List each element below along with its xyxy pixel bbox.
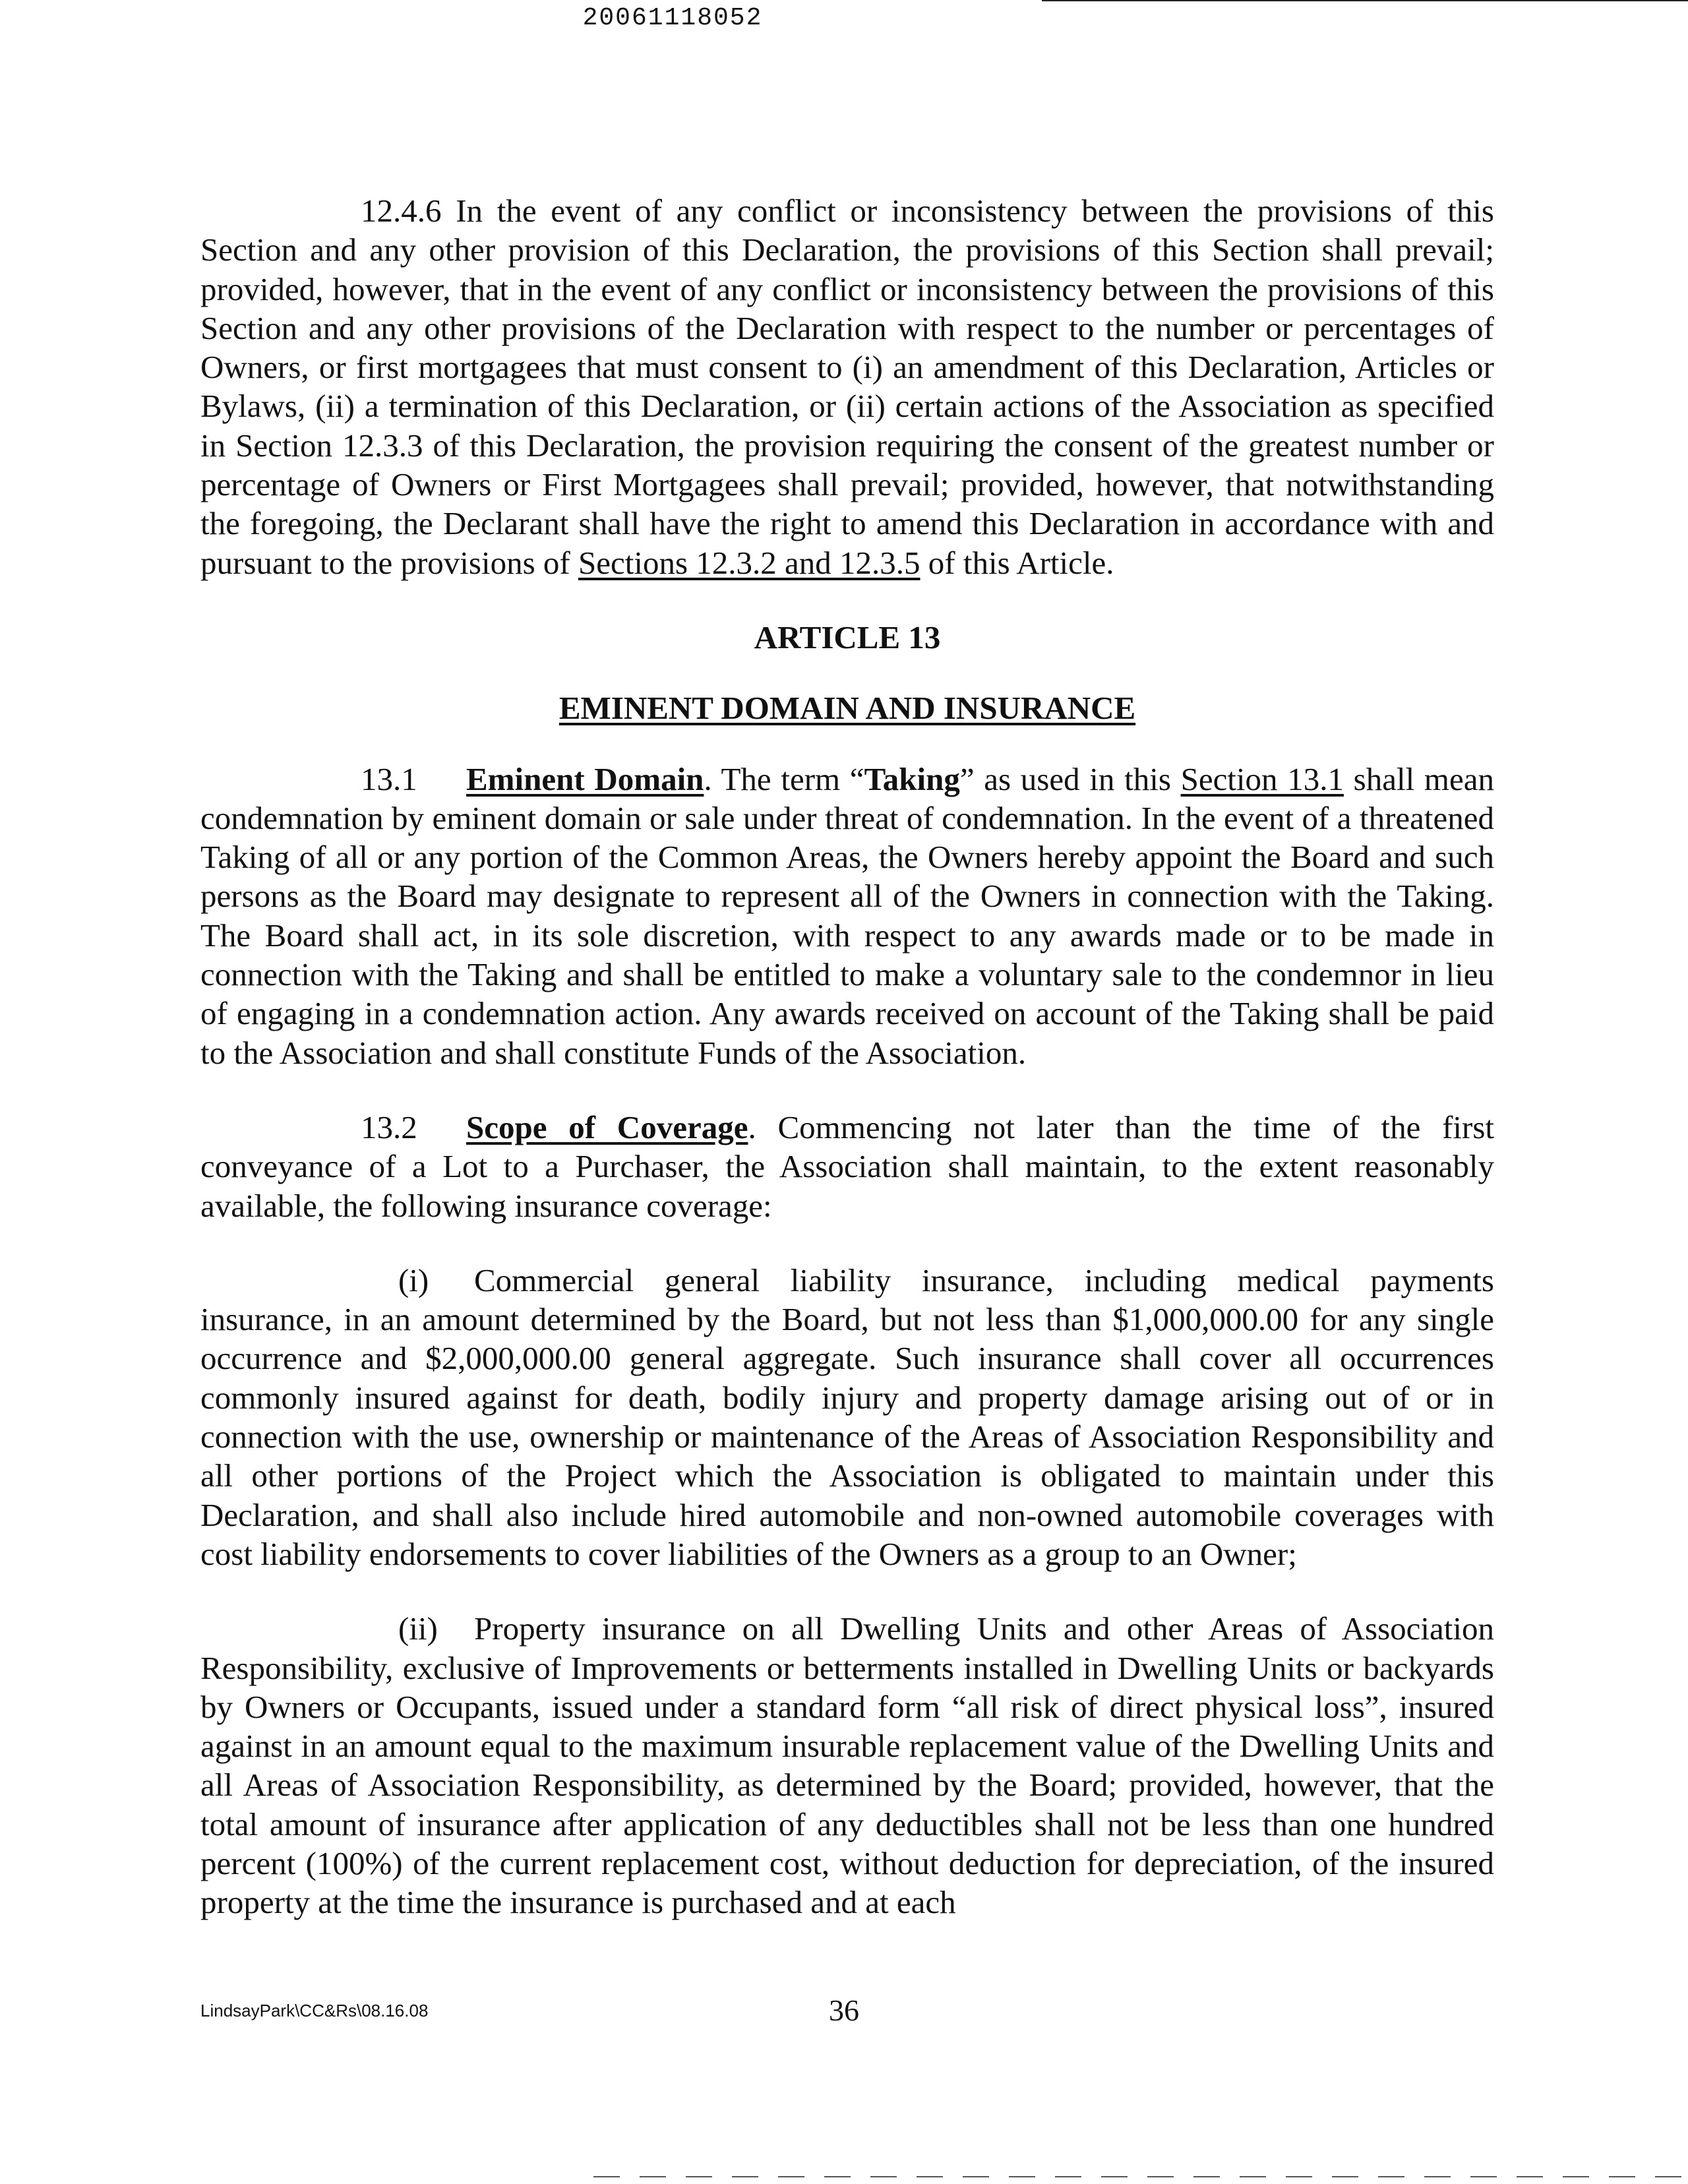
section-13-1-heading: Eminent Domain bbox=[466, 760, 704, 797]
header-rule bbox=[1042, 0, 1688, 1]
section-13-1-text-2: ” as used in this bbox=[959, 760, 1181, 797]
item-i-label: (i) bbox=[398, 1261, 429, 1298]
page-number: 36 bbox=[829, 1993, 859, 2027]
document-number: 20061118052 bbox=[582, 4, 763, 32]
article-number: ARTICLE 13 bbox=[754, 619, 941, 655]
article-title: EMINENT DOMAIN AND INSURANCE bbox=[558, 690, 1136, 727]
section-13-2-number: 13.2 bbox=[361, 1108, 417, 1145]
section-13-1-text-3: shall mean condemnation by eminent domain or sale under threat of condemnation. In the event of a threatened Taking of all or any portion of the Common Areas, the Owners hereby appoint the Board and such persons as the Board may designate to represent all of the Owners in connection with the Taking. The Board shall act, in its sole discretion, with respect to any awards made or to be made in connection with the Taking and shall be entitled to make a voluntary sale to the condemnor in lieu of engaging in a condemnation action. Any awards received on account of the Taking shall be paid to the Association and shall constitute Funds of the Association. bbox=[200, 760, 1494, 1071]
section-13-1 bbox=[200, 760, 1494, 1072]
section-13-2 bbox=[200, 1108, 1494, 1225]
item-i-text: Commercial general liability insurance, including medical payments insurance, in an amount determined by the Board, but not less than $1,000,000.00 for any single occurrence and $2,000,000.00 general aggregate. Such insurance shall cover all occurrences commonly insured against for death, bodily injury and property damage arising out of or in connection with the use, ownership or maintenance of the Areas of Association Responsibility and all other portions of the Project which the Association is obligated to maintain under this Declaration, and shall also include hired automobile and non-owned automobile coverages with cost liability endorsements to cover liabilities of the Owners as a group to an Owner; bbox=[200, 1261, 1494, 1572]
section-13-1-number: 13.1 bbox=[361, 760, 417, 797]
item-ii-label: (ii) bbox=[398, 1610, 438, 1647]
paragraph-12-4-6 bbox=[200, 191, 1494, 582]
section-13-1-text-1: . The term “ bbox=[704, 760, 864, 797]
section-13-1-reference: Section 13.1 bbox=[1180, 760, 1344, 797]
item-ii bbox=[200, 1609, 1494, 1922]
paragraph-12-4-6-text: 12.4.6 In the event of any conflict or inconsistency between the provisions of this Section and any other provision of this Declaration, the provisions of this Section shall prevail; provided, however, that in the event of any conflict or inconsistency between the provisions of this Section and any other provisions of the Declaration with respect to the number or percentages of Owners, or first mortgagees that must consent to (i) an amendment of this Declaration, Articles or Bylaws, (ii) a termination of this Declaration, or (ii) certain actions of the Association as specified in Section 12.3.3 of this Declaration, the provision requiring the consent of the greatest number or percentage of Owners or First Mortgagees shall prevail; provided, however, that notwithstanding the foregoing, the Declarant shall have the right to amend this Declaration in accordance with and pursuant to the provisions of bbox=[200, 193, 1494, 581]
section-13-2-heading: Scope of Coverage bbox=[466, 1108, 748, 1145]
footer-file-reference: LindsayPark\CC&Rs\08.16.08 bbox=[200, 2001, 429, 2020]
taking-term: Taking bbox=[864, 760, 960, 797]
paragraph-12-4-6-tail: of this Article. bbox=[920, 544, 1114, 581]
item-i bbox=[200, 1261, 1494, 1573]
page-content bbox=[200, 191, 1494, 1958]
sections-reference: Sections 12.3.2 and 12.3.5 bbox=[578, 544, 920, 581]
bottom-scan-marks bbox=[593, 2176, 1688, 2177]
item-ii-text: Property insurance on all Dwelling Units and other Areas of Association Responsibility, exclusive of Improvements or betterments installed in Dwelling Units or backyards by Owners or Occupants, issued under a standard form “all risk of direct physical loss”, insured against in an amount equal to the maximum insurable replacement value of the Dwelling Units and all Areas of Association Responsibility, as determined by the Board; provided, however, that the total amount of insurance after application of any deductibles shall not be less than one hundred percent (100%) of the current replacement cost, without deduction for depreciation, of the insured property at the time the insurance is purchased and at each bbox=[200, 1610, 1494, 1921]
section-13-2-text: . Commencing not later than the time of the first conveyance of a Lot to a Purchaser, the Association shall maintain, to the extent reasonably available, the following insurance coverage: bbox=[200, 1108, 1495, 1224]
